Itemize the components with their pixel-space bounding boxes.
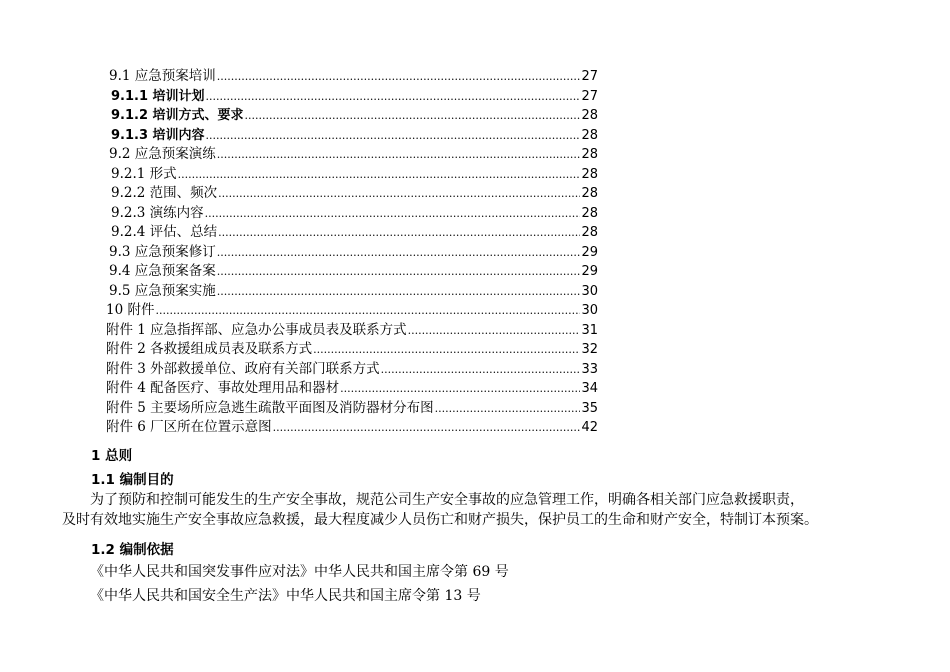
toc-page-number: 27	[581, 69, 598, 84]
toc-entry[interactable]	[106, 321, 598, 341]
toc-entry[interactable]	[106, 223, 598, 243]
toc-entry-label: 附件 1 应急指挥部、应急办公事成员表及联系方式	[106, 321, 407, 338]
purpose-line: 及时有效地实施生产安全事故应急救援，最大程度减少人员伤亡和财产损失，保护员工的生命和财产安全，特制订本预案。	[62, 512, 818, 528]
toc-entry-label: 9.4 应急预案备案	[109, 263, 216, 279]
purpose-line: 为了预防和控制可能发生的生产安全事故，规范公司生产安全事故的应急管理工作，明确各相关部门应急救援职责，	[90, 492, 804, 508]
toc-entry[interactable]	[106, 145, 598, 165]
toc-leader-dots	[217, 145, 581, 165]
toc-entry-label: 9.2.3 演练内容	[111, 204, 204, 221]
toc-page-number: 33	[581, 361, 598, 377]
toc-entry-label: 9.3 应急预案修订	[109, 243, 216, 260]
toc-leader-dots	[178, 165, 581, 185]
toc-entry-label: 9.2.2 范围、频次	[111, 185, 218, 201]
toc-entry[interactable]	[106, 126, 598, 146]
toc-entry-label: 9.1.3 培训内容	[111, 127, 205, 143]
toc-leader-dots	[381, 360, 581, 380]
basis-item: 《中华人民共和国安全生产法》中华人民共和国主席令第 13 号	[90, 588, 481, 604]
toc-entry[interactable]	[106, 379, 598, 399]
toc-entry-label: 9.2.4 评估、总结	[111, 224, 218, 240]
toc-page-number: 29	[581, 264, 598, 279]
toc-entry[interactable]	[106, 301, 598, 321]
toc-leader-dots	[217, 67, 581, 87]
toc-entry[interactable]	[106, 399, 598, 419]
toc-entry-label: 9.1.1 培训计划	[111, 88, 205, 104]
toc-leader-dots	[313, 340, 580, 360]
toc-page-number: 31	[581, 322, 598, 338]
toc-entry-label: 附件 3 外部救援单位、政府有关部门联系方式	[106, 360, 380, 377]
toc-page-number: 28	[581, 205, 598, 221]
toc-entry[interactable]	[106, 87, 598, 107]
toc-leader-dots	[155, 301, 580, 321]
toc-leader-dots	[245, 106, 581, 126]
toc-leader-dots	[218, 184, 580, 204]
toc-leader-dots	[435, 399, 581, 419]
subsection-heading-purpose: 1.1 编制目的	[91, 472, 174, 488]
toc-leader-dots	[408, 321, 581, 341]
toc-page-number: 28	[581, 147, 598, 162]
toc-page-number: 29	[581, 244, 598, 260]
toc-entry[interactable]	[106, 106, 598, 126]
toc-entry-label: 9.1.2 培训方式、要求	[111, 108, 244, 123]
toc-entry-label: 10 附件	[106, 302, 155, 318]
toc-leader-dots	[273, 418, 581, 438]
toc-entry-label: 9.5 应急预案实施	[109, 282, 216, 299]
toc-entry[interactable]	[106, 262, 598, 282]
toc-entry-label: 9.2 应急预案演练	[109, 146, 216, 162]
toc-page-number: 35	[581, 400, 598, 416]
toc-page-number: 28	[581, 108, 598, 123]
toc-page-number: 42	[581, 420, 598, 435]
toc-entry[interactable]	[106, 360, 598, 380]
toc-entry[interactable]	[106, 243, 598, 263]
toc-entry[interactable]	[106, 340, 598, 360]
toc-entry[interactable]	[106, 418, 598, 438]
toc-leader-dots	[205, 204, 581, 224]
section-heading-general: 1 总则	[91, 448, 133, 464]
toc-leader-dots	[217, 243, 581, 263]
toc-page-number: 28	[581, 225, 598, 240]
toc-entry-label: 附件 6 厂区所在位置示意图	[106, 419, 272, 435]
toc-entry[interactable]	[106, 204, 598, 224]
toc-entry[interactable]	[106, 184, 598, 204]
toc-entry-label: 附件 4 配备医疗、事故处理用品和器材	[106, 380, 340, 396]
toc-entry[interactable]	[106, 282, 598, 302]
toc-leader-dots	[206, 126, 581, 146]
toc-leader-dots	[206, 87, 581, 107]
toc-page-number: 28	[581, 127, 598, 143]
toc-entry-label: 9.2.1 形式	[111, 165, 177, 182]
toc-page-number: 28	[581, 186, 598, 201]
toc-page-number: 30	[581, 303, 598, 318]
toc-entry-label: 附件 2 各救援组成员表及联系方式	[106, 341, 313, 357]
table-of-contents	[106, 67, 598, 438]
toc-entry-label: 9.1 应急预案培训	[109, 68, 216, 84]
toc-entry[interactable]	[106, 67, 598, 87]
purpose-paragraph	[62, 490, 908, 530]
subsection-heading-basis: 1.2 编制依据	[91, 542, 174, 558]
toc-page-number: 32	[581, 342, 598, 357]
toc-leader-dots	[340, 379, 580, 399]
toc-leader-dots	[217, 262, 581, 282]
toc-entry[interactable]	[106, 165, 598, 185]
toc-page-number: 30	[581, 283, 598, 299]
toc-entry-label: 附件 5 主要场所应急逃生疏散平面图及消防器材分布图	[106, 399, 434, 416]
basis-item: 《中华人民共和国突发事件应对法》中华人民共和国主席令第 69 号	[90, 564, 509, 580]
toc-page-number: 27	[581, 88, 598, 104]
toc-leader-dots	[217, 282, 581, 302]
toc-page-number: 34	[581, 381, 598, 396]
toc-page-number: 28	[581, 166, 598, 182]
toc-leader-dots	[218, 223, 580, 243]
